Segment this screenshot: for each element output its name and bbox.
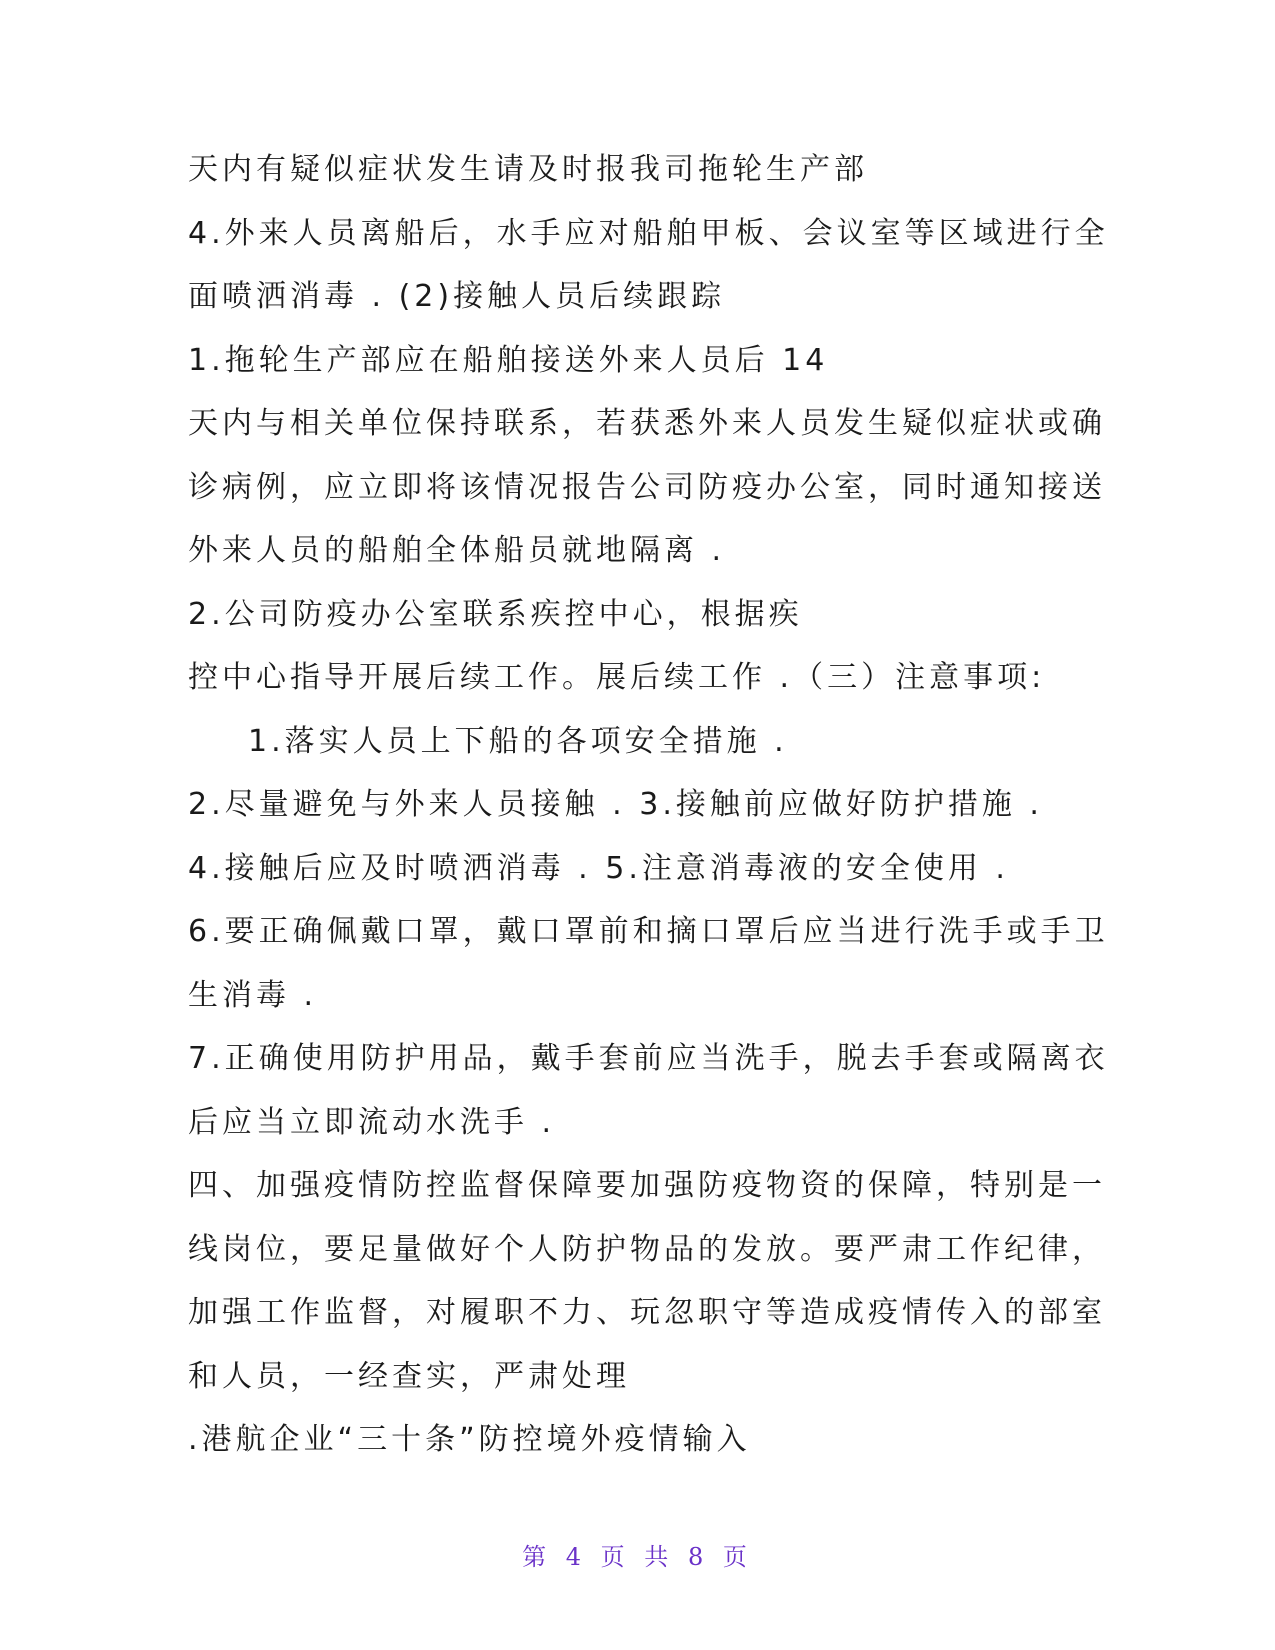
text-line: 后应当立即流动水洗手 .	[188, 1104, 556, 1140]
text-line: 天内与相关单位保持联系，若获悉外来人员发生疑似症状或确	[188, 406, 1106, 441]
text-line: 6.要正确佩戴口罩，戴口罩前和摘口罩后应当进行洗手或手卫	[188, 914, 1109, 949]
page-number-footer: 第 4 页 共 8 页	[522, 1543, 753, 1571]
text-line: 面喷洒消毒 . (2)接触人员后续跟踪	[188, 279, 726, 314]
text-line: 1.拖轮生产部应在船舶接送外来人员后 14	[188, 342, 829, 378]
text-line: 外来人员的船舶全体船员就地隔离 .	[188, 533, 726, 568]
text-line: 生消毒 .	[188, 977, 318, 1013]
document-body	[188, 138, 1109, 1472]
text-line: 2.尽量避免与外来人员接触 . 3.接触前应做好防护措施 .	[188, 787, 1043, 822]
text-line: .港航企业“三十条”防控境外疫情输入	[188, 1422, 751, 1457]
text-line: 4.外来人员离船后，水手应对船舶甲板、会议室等区域进行全	[188, 215, 1109, 251]
text-line: 4.接触后应及时喷洒消毒 . 5.注意消毒液的安全使用 .	[188, 850, 1009, 886]
text-line: 加强工作监督，对履职不力、玩忽职守等造成疫情传入的部室	[188, 1295, 1106, 1330]
text-line: 天内有疑似症状发生请及时报我司拖轮生产部	[188, 152, 868, 187]
text-line: 诊病例，应立即将该情况报告公司防疫办公室，同时通知接送	[188, 469, 1106, 505]
text-line: 控中心指导开展后续工作。展后续工作 .（三）注意事项:	[188, 660, 1046, 695]
text-line: 7.正确使用防护用品，戴手套前应当洗手，脱去手套或隔离衣	[188, 1041, 1109, 1076]
text-line: 和人员，一经查实，严肃处理	[188, 1358, 630, 1394]
text-line: 线岗位，要足量做好个人防护物品的发放。要严肃工作纪律，	[188, 1231, 1106, 1267]
text-line: 1.落实人员上下船的各项安全措施 .	[248, 723, 788, 759]
text-line: 2.公司防疫办公室联系疾控中心，根据疾	[188, 596, 803, 632]
text-line: 四、加强疫情防控监督保障要加强防疫物资的保障，特别是一	[188, 1168, 1106, 1203]
